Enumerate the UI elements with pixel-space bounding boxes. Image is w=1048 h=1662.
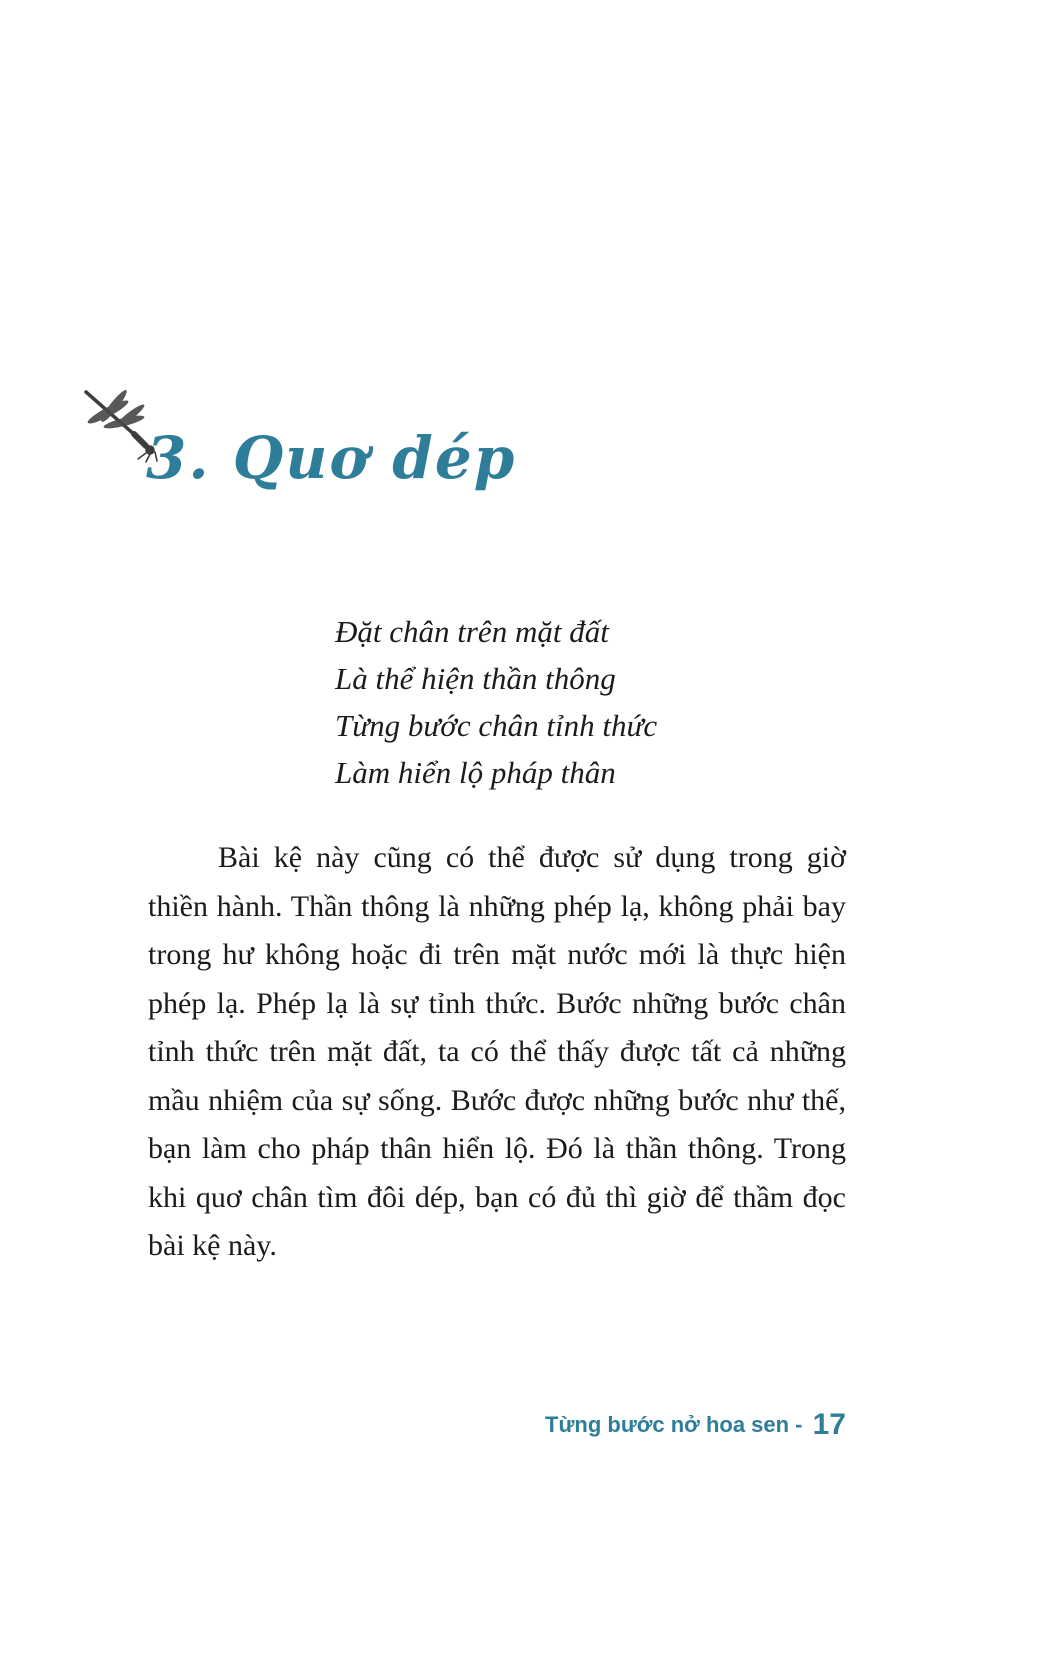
footer-book-title: Từng bước nở hoa sen - bbox=[545, 1412, 809, 1437]
verse-line-2: Là thể hiện thần thông bbox=[335, 661, 616, 696]
verse-line-1: Đặt chân trên mặt đất bbox=[335, 614, 609, 649]
verse-line-3: Từng bước chân tỉnh thức bbox=[335, 708, 658, 743]
page-footer bbox=[148, 1408, 846, 1442]
verse-line-4: Làm hiển lộ pháp thân bbox=[335, 755, 616, 790]
chapter-title: 3. Quơ dép bbox=[146, 424, 517, 492]
body-paragraph: Bài kệ này cũng có thể được sử dụng trong giờ thiền hành. Thần thông là những phép lạ, không phải bay trong hư không hoặc đi trên mặt nước mới là thực hiện phép lạ. Phép lạ là sự tỉnh thức. Bước những bước chân tỉnh thức trên mặt đất, ta có thể thấy được tất cả những mầu nhiệm của sự sống. Bước được những bước như thế, bạn làm cho pháp thân hiển lộ. Đó là thần thông. Trong khi quơ chân tìm đôi dép, bạn có đủ thì giờ để thầm đọc bài kệ này. bbox=[148, 841, 846, 1262]
page-number: 17 bbox=[812, 1408, 846, 1441]
verse-block bbox=[335, 608, 657, 796]
